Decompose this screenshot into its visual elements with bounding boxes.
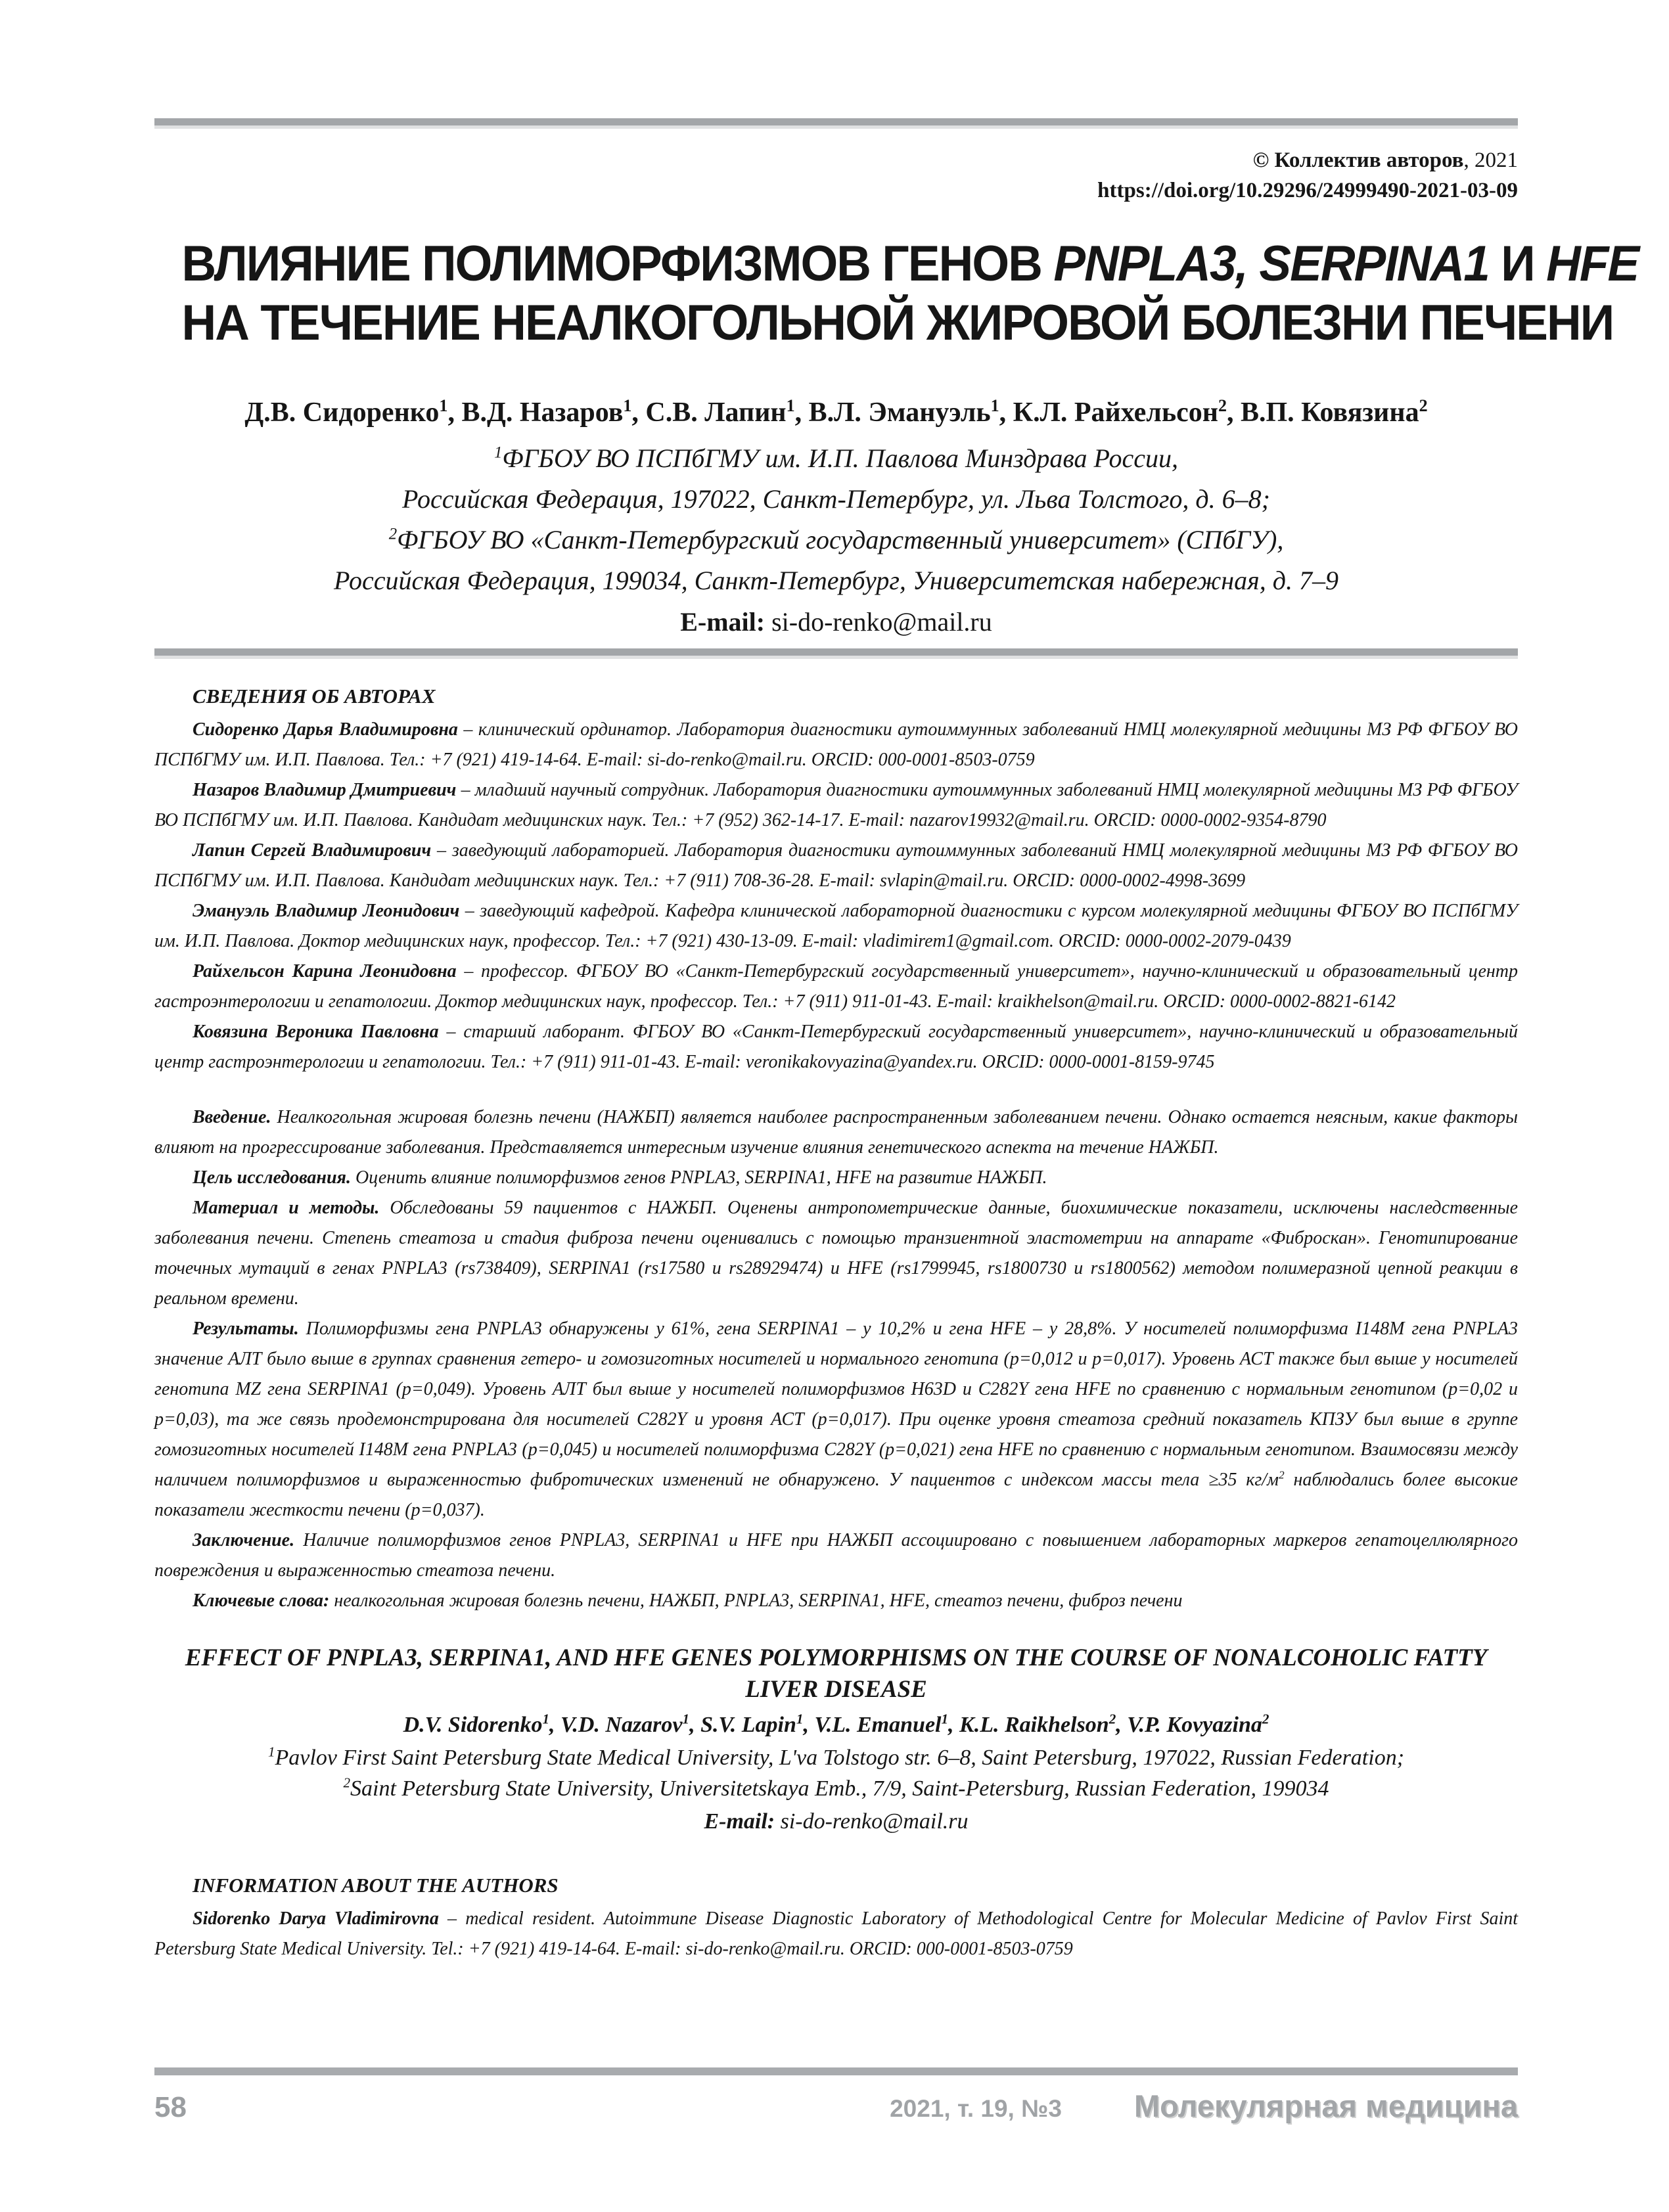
- authors-info-heading-en: INFORMATION ABOUT THE AUTHORS: [193, 1874, 559, 1897]
- article-title-ru: [181, 235, 1639, 353]
- affiliation-line: $^2$ФГБОУ ВО «Санкт-Петербургский государственный университет» (СПбГУ),: [388, 525, 1284, 554]
- article-title-ru-line2: НА ТЕЧЕНИЕ НЕАЛКОГОЛЬНОЙ ЖИРОВОЙ БОЛЕЗНИ ПЕЧЕНИ: [181, 295, 1614, 351]
- authors-bios-ru: [154, 715, 1518, 1077]
- affiliations-ru: [154, 438, 1518, 601]
- authors-line-en: D.V. Sidorenko$^1$, V.D. Nazarov$^1$, S.V. Lapin$^1$, V.L. Emanuel$^1$, K.L. Raikhelson$^2$, V.P. Kovyazina$^2$: [403, 1711, 1269, 1737]
- article-title-ru-line1: ВЛИЯНИЕ ПОЛИМОРФИЗМОВ ГЕНОВ PNPLA3, SERPINA1 И HFE: [181, 236, 1639, 292]
- author-bio-paragraph-en: Sidorenko Darya Vladimirovna – medical resident. Autoimmune Disease Diagnostic Laboratory of Methodological Centre for Molecular Medicine of Pavlov First Saint Petersburg State Medical University. Tel.: +7 (921) 419-14-64. E-mail: si-do-renko@mail.ru. ORCID: 000-0001-8503-0759: [154, 1908, 1519, 1959]
- affiliation-line: $^1$ФГБОУ ВО ПСПбГМУ им. И.П. Павлова Минздрава России,: [493, 443, 1179, 473]
- doi-link: https://doi.org/10.29296/24999490-2021-03-09: [1097, 179, 1518, 202]
- footer-divider-rule: [154, 2067, 1518, 2075]
- issue-label: 2021, т. 19, №3: [890, 2095, 1062, 2122]
- top-divider-rule: [154, 118, 1518, 125]
- author-bio-paragraph: Назаров Владимир Дмитриевич – младший научный сотрудник. Лаборатория диагностики аутоиммунных заболеваний НМЦ молекулярной медицины МЗ РФ ФГБОУ ВО ПСПбГМУ им. И.П. Павлова. Кандидат медицинских наук. Тел.: +7 (952) 362-14-17. E-mail: nazarov19932@mail.ru. ORCID: 0000-0002-9354-8790: [154, 780, 1518, 830]
- abstract-paragraph: Результаты. Полиморфизмы гена PNPLA3 обнаружены у 61%, гена SERPINA1 – у 10,2% и гена HFE – у 28,8%. У носителей полиморфизма I148M гена PNPLA3 значение АЛТ было выше в группах сравнения гетеро- и гомозиготных носителей и нормального генотипа (p=0,012 и p=0,017). Уровень АСТ также был выше у носителей генотипа MZ гена SERPINA1 (p=0,049). Уровень АЛТ был выше у носителей полиморфизмов H63D и C282Y гена HFE по сравнению с нормальным генотипом (p=0,02 и p=0,03), та же связь продемонстрирована для носителей C282Y и уровня АСТ (p=0,017). При оценке уровня стеатоза средний показатель КПЗУ был выше в группе гомозиготных носителей I148M гена PNPLA3 (p=0,045) и носителей полиморфизма C282Y (p=0,021) гена HFE по сравнению с нормальным генотипом. Взаимосвязи между наличием полиморфизмов и выраженностью фибротических изменений не обнаружено. У пациентов с индексом массы тела ≥35 $кг/м^2$ наблюдались более высокие показатели жесткости печени (p=0,037).: [154, 1319, 1519, 1520]
- author-bio-paragraph: Райхельсон Карина Леонидовна – профессор. ФГБОУ ВО «Санкт-Петербургский государственный университет», научно-клинический и образовательный центр гастроэнтерологии и гепатологии. Доктор медицинских наук, профессор. Тел.: +7 (911) 911-01-43. E-mail: kraikhelson@mail.ru. ORCID: 0000-0002-8821-6142: [154, 961, 1518, 1012]
- affiliation-line: Российская Федерация, 199034, Санкт-Петербург, Университетская набережная, д. 7–9: [334, 566, 1338, 595]
- abstract-paragraph: Ключевые слова: неалкогольная жировая болезнь печени, НАЖБП, PNPLA3, SERPINA1, HFE, стеатоз печени, фиброз печени: [193, 1591, 1183, 1611]
- copyright-line: © Коллектив авторов, 2021: [1252, 148, 1518, 172]
- abstract-ru: [154, 1102, 1518, 1616]
- abstract-paragraph: Введение. Неалкогольная жировая болезнь печени (НАЖБП) является наиболее распространенным заболеванием печени. Однако остается неясным, какие факторы влияют на прогрессирование заболевания. Представляется интересным изучение влияния генетического аспекта на течение НАЖБП.: [154, 1107, 1518, 1158]
- abstract-paragraph: Заключение. Наличие полиморфизмов генов PNPLA3, SERPINA1 и HFE при НАЖБП ассоциировано с повышением лабораторных маркеров гепатоцеллюлярного повреждения и выраженностью стеатоза печени.: [154, 1530, 1518, 1581]
- corresponding-email-ru: E-mail: si-do-renko@mail.ru: [680, 607, 992, 637]
- page-footer: [154, 2088, 1518, 2124]
- english-summary-block: [154, 1642, 1518, 1964]
- article-title-en: EFFECT OF PNPLA3, SERPINA1, AND HFE GENES POLYMORPHISMS ON THE COURSE OF NONALCOHOLIC FATTY LIVER DISEASE: [185, 1644, 1488, 1703]
- affiliations-en: [154, 1742, 1518, 1804]
- author-bio-paragraph: Лапин Сергей Владимирович – заведующий лабораторией. Лаборатория диагностики аутоиммунных заболеваний НМЦ молекулярной медицины МЗ РФ ФГБОУ ВО ПСПбГМУ им. И.П. Павлова. Кандидат медицинских наук. Тел.: +7 (911) 708-36-28. E-mail: svlapin@mail.ru. ORCID: 0000-0002-4998-3699: [154, 840, 1518, 891]
- journal-name: Молекулярная медицина: [1133, 2088, 1518, 2123]
- author-bio-en: [154, 1904, 1518, 1964]
- abstract-paragraph: Цель исследования. Оценить влияние полиморфизмов генов PNPLA3, SERPINA1, HFE на развитие НАЖБП.: [193, 1167, 1047, 1188]
- corresponding-email-en: E-mail: si-do-renko@mail.ru: [704, 1809, 969, 1834]
- author-bio-paragraph: Эмануэль Владимир Леонидович – заведующий кафедрой. Кафедра клинической лабораторной диагностики с курсом молекулярной медицины ФГБОУ ВО ПСПбГМУ им. И.П. Павлова. Доктор медицинских наук, профессор. Тел.: +7 (921) 430-13-09. E-mail: vladimirem1@gmail.com. ORCID: 0000-0002-2079-0439: [154, 901, 1519, 951]
- affiliation-line-en: $^2$Saint Petersburg State University, Universitetskaya Emb., 7/9, Saint-Petersburg, Russian Federation, 199034: [343, 1774, 1329, 1801]
- affiliation-line-en: $^1$Pavlov First Saint Petersburg State Medical University, L'va Tolstogo str. 6–8, Saint Petersburg, 197022, Russian Federation;: [267, 1744, 1405, 1770]
- page-number: 58: [154, 2091, 187, 2123]
- affiliation-line: Российская Федерация, 197022, Санкт-Петербург, ул. Льва Толстого, д. 6–8;: [402, 484, 1270, 514]
- article-content-column: [154, 0, 1639, 1964]
- author-bio-paragraph: Сидоренко Дарья Владимировна – клинический ординатор. Лаборатория диагностики аутоиммунных заболеваний НМЦ молекулярной медицины МЗ РФ ФГБОУ ВО ПСПбГМУ им. И.П. Павлова. Тел.: +7 (921) 419-14-64. E-mail: si-do-renko@mail.ru. ORCID: 000-0001-8503-0759: [154, 719, 1518, 770]
- middle-divider-rule: [154, 648, 1518, 656]
- article-credits: [154, 145, 1518, 206]
- author-bio-paragraph: Ковязина Вероника Павловна – старший лаборант. ФГБОУ ВО «Санкт-Петербургский государственный университет», научно-клинический и образовательный центр гастроэнтерологии и гепатологии. Тел.: +7 (911) 911-01-43. E-mail: veronikakovyazina@yandex.ru. ORCID: 0000-0001-8159-9745: [154, 1022, 1518, 1072]
- authors-info-heading-ru: СВЕДЕНИЯ ОБ АВТОРАХ: [193, 685, 436, 708]
- authors-line-ru: Д.В. Сидоренко$^1$, В.Д. Назаров$^1$, С.В. Лапин$^1$, В.Л. Эмануэль$^1$, К.Л. Райхельсон$^2$, В.П. Ковязина$^2$: [244, 396, 1428, 428]
- abstract-paragraph: Материал и методы. Обследованы 59 пациентов с НАЖБП. Оценены антропометрические данные, биохимические показатели, исключены наследственные заболевания печени. Степень стеатоза и стадия фиброза печени оценивались с помощью транзиентной эластометрии на аппарате «Фиброскан». Генотипирование точечных мутаций в генах PNPLA3 (rs738409), SERPINA1 (rs17580 и rs28929474) и HFE (rs1799945, rs1800730 и rs1800562) методом полимеразной цепной реакции в реальном времени.: [154, 1198, 1519, 1309]
